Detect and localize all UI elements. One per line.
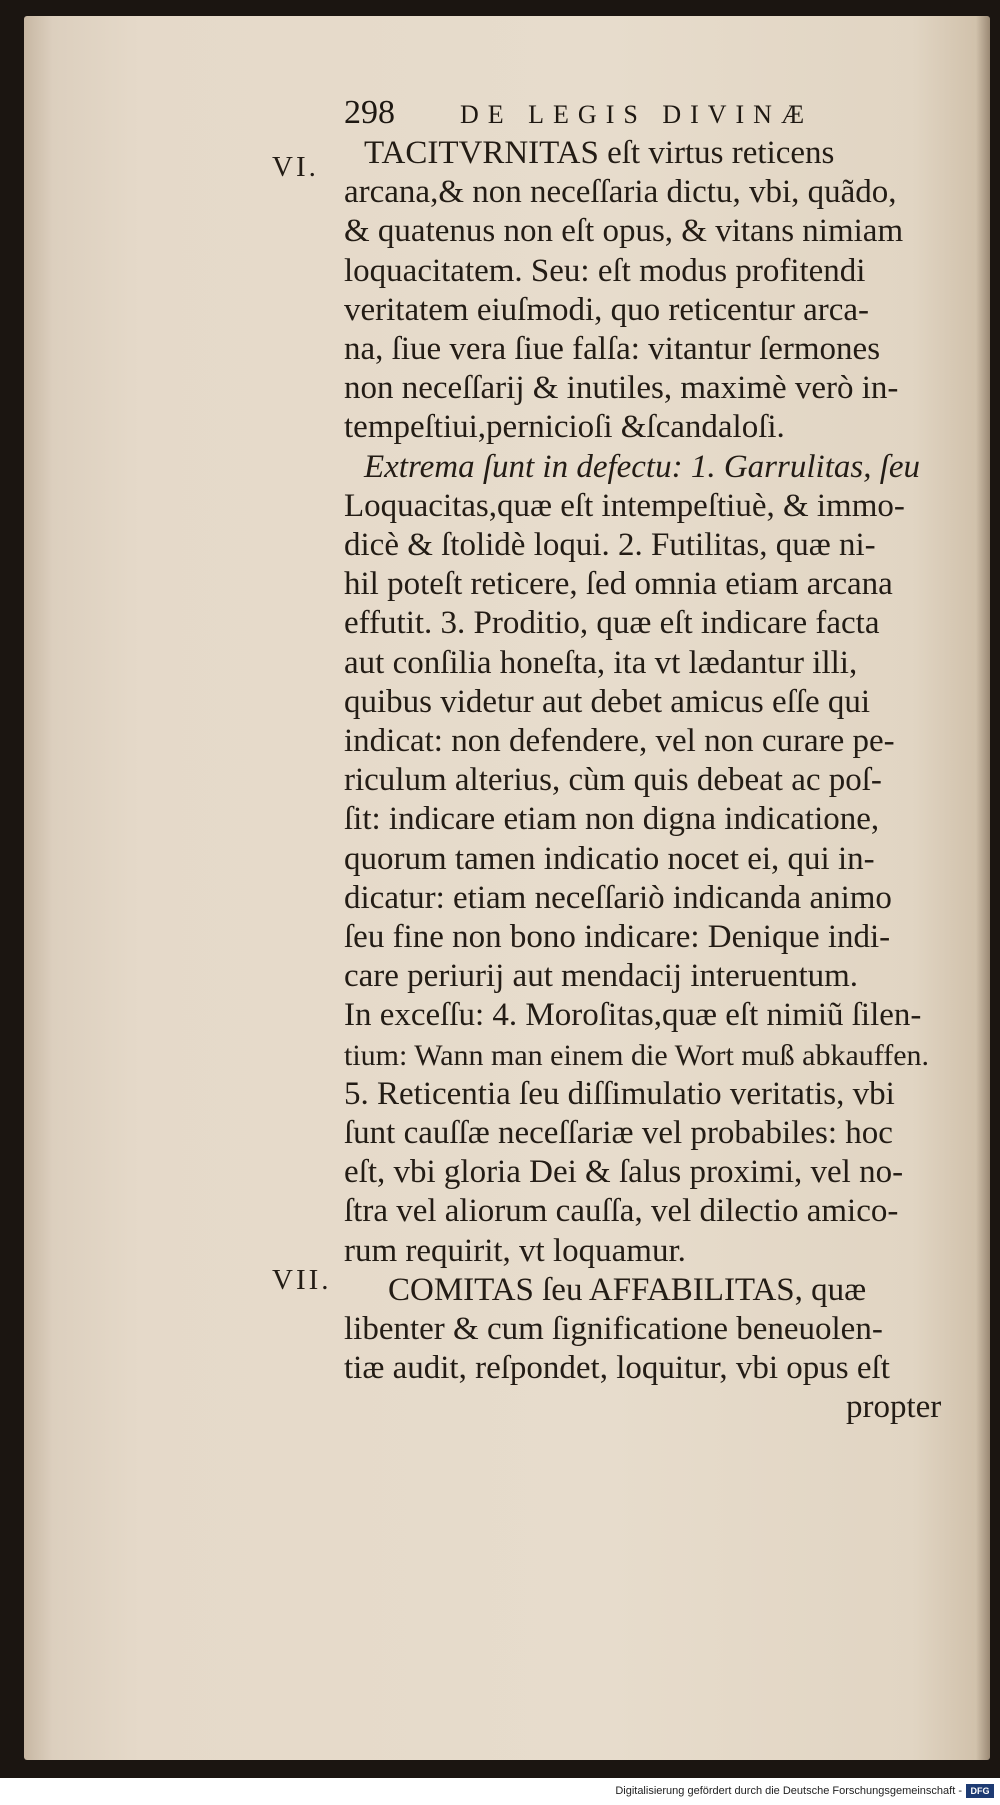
text-line: loquacitatem. Seu: eſt modus profitendi bbox=[344, 253, 866, 289]
text-line: eſt, vbi gloria Dei & ſalus proximi, vel no- bbox=[344, 1154, 904, 1190]
page-number: 298 bbox=[344, 94, 395, 131]
text-line: quorum tamen indicatio nocet ei, qui in- bbox=[344, 841, 875, 877]
text-line: libenter & cum ſignificatione beneuolen- bbox=[344, 1311, 883, 1347]
text-line: veritatem eiuſmodi, quo reticentur arca- bbox=[344, 292, 870, 328]
text-line: indicat: non defendere, vel non curare pe- bbox=[344, 723, 895, 759]
text-line: arcana,& non neceſſaria dictu, vbi, quãdo, bbox=[344, 174, 897, 210]
text-line: COMITAS ſeu AFFABILITAS, quæ bbox=[388, 1272, 867, 1308]
running-head: DE LEGIS DIVINÆ bbox=[460, 100, 814, 129]
digitization-footer bbox=[0, 1779, 1000, 1805]
text-line: ſunt cauſſæ neceſſariæ vel probabiles: hoc bbox=[344, 1115, 893, 1151]
text-line: ſeu fine non bono indicare: Denique indi- bbox=[344, 919, 891, 955]
book-page bbox=[24, 16, 990, 1760]
text-line: aut conſilia honeſta, ita vt lædantur illi, bbox=[344, 645, 858, 681]
text-line: tium: Wann man einem die Wort muß abkauffen. bbox=[344, 1039, 930, 1072]
text-line: tempeſtiui,pernicioſi &ſcandaloſi. bbox=[344, 409, 785, 445]
dfg-logo-icon: DFG bbox=[966, 1784, 994, 1798]
text-line: Extrema ſunt in defectu: 1. Garrulitas, ſeu bbox=[364, 449, 921, 485]
text-line: 5. Reticentia ſeu diſſimulatio veritatis, vbi bbox=[344, 1076, 895, 1112]
text-line: TACITVRNITAS eſt virtus reticens bbox=[364, 135, 835, 171]
text-line: na, ſiue vera ſiue falſa: vitantur ſermones bbox=[344, 331, 881, 367]
catchword: propter bbox=[846, 1389, 942, 1425]
text-line: ſtra vel aliorum cauſſa, vel dilectio amico- bbox=[344, 1193, 899, 1229]
text-line: hil poteſt reticere, ſed omnia etiam arcana bbox=[344, 566, 893, 602]
text-line: ſit: indicare etiam non digna indicatione, bbox=[344, 801, 880, 837]
text-line: dicatur: etiam neceſſariò indicanda animo bbox=[344, 880, 892, 916]
text-line: care periurij aut mendacij interuentum. bbox=[344, 958, 859, 994]
text-line: riculum alterius, cùm quis debeat ac poſ- bbox=[344, 762, 882, 798]
section-number-vi: VI. bbox=[272, 151, 319, 183]
text-line: tiæ audit, reſpondet, loquitur, vbi opus eſt bbox=[344, 1350, 890, 1386]
text-line: Loquacitas,quæ eſt intempeſtiuè, & immo- bbox=[344, 488, 905, 524]
text-line: In exceſſu: 4. Moroſitas,quæ eſt nimiũ ſilen- bbox=[344, 997, 922, 1033]
text-line: non neceſſarij & inutiles, maximè verò in- bbox=[344, 370, 899, 406]
text-line: dicè & ſtolidè loqui. 2. Futilitas, quæ ni- bbox=[344, 527, 876, 563]
page-header bbox=[344, 86, 884, 136]
text-line: & quatenus non eſt opus, & vitans nimiam bbox=[344, 213, 904, 249]
digitization-note: Digitalisierung gefördert durch die Deutsche Forschungsgemeinschaft - bbox=[615, 1785, 962, 1797]
text-line: rum requirit, vt loquamur. bbox=[344, 1233, 686, 1269]
section-number-vii: VII. bbox=[272, 1264, 332, 1296]
text-line: effutit. 3. Proditio, quæ eſt indicare facta bbox=[344, 605, 880, 641]
text-line: quibus videtur aut debet amicus eſſe qui bbox=[344, 684, 871, 720]
